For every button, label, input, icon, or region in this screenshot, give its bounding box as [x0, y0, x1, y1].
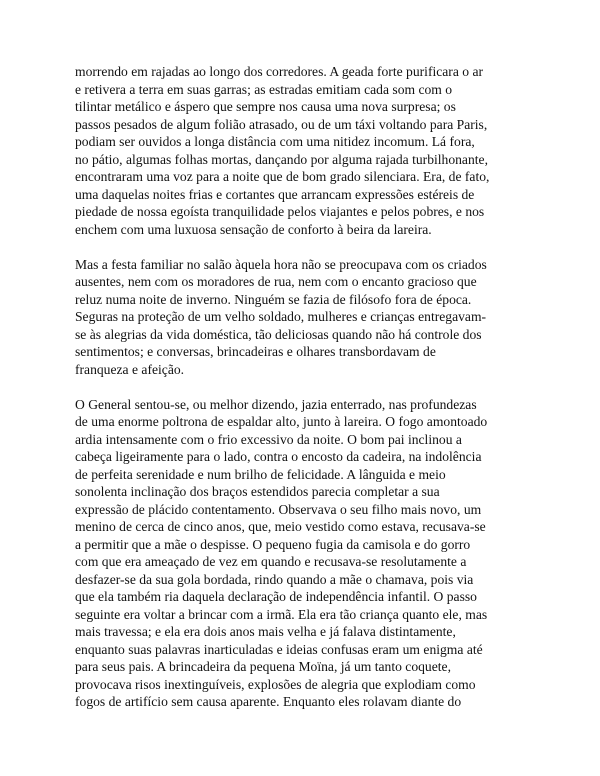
- text-line: sentimentos; e conversas, brincadeiras e olhares transbordavam de: [75, 344, 436, 359]
- text-line: passos pesados de algum folião atrasado, ou de um táxi voltando para Paris,: [75, 116, 488, 132]
- text-line: tilintar metálico e áspero que sempre nos causa uma nova surpresa; os: [75, 99, 456, 114]
- text-line: encontraram uma voz para a noite que de bom grado silenciara. Era, de fato,: [75, 169, 490, 184]
- text-line: piedade de nossa egoísta tranquilidade pelos viajantes e pelos pobres, e nos: [75, 204, 485, 219]
- text-line: expressão de plácido contentamento. Observava o seu filho mais novo, um: [75, 501, 482, 517]
- text-line: enchem com uma luxuosa sensação de conforto à beira da lareira.: [75, 221, 432, 237]
- text-line: Seguras na proteção de um velho soldado, mulheres e crianças entregavam-: [75, 309, 487, 324]
- text-line: sonolenta inclinação dos braços estendidos parecia completar a sua: [75, 484, 440, 499]
- text-line: uma daquelas noites frias e cortantes que arrancam expressões estéreis de: [75, 186, 475, 202]
- text-line: com que era ameaçado de vez em quando e recusava-se resolutamente a: [75, 554, 467, 569]
- body-text: [75, 63, 535, 728]
- text-line: seguinte era voltar a brincar com a irmã. Ela era tão criança quanto ele, mas: [75, 606, 488, 622]
- text-line: fogos de artifício sem causa aparente. Enquanto eles rolavam diante do: [75, 694, 462, 709]
- text-line: Mas a festa familiar no salão àquela hora não se preocupava com os criados: [75, 256, 487, 272]
- paragraph-3: [75, 396, 535, 711]
- text-line: de perfeita serenidade e num brilho de felicidade. A lânguida e meio: [75, 466, 446, 482]
- text-line: enquanto suas palavras inarticuladas e ideias confusas eram um enigma até: [75, 641, 483, 657]
- text-line: reluz numa noite de inverno. Ninguém se fazia de filósofo fora de época.: [75, 291, 472, 307]
- text-line: morrendo em rajadas ao longo dos corredores. A geada forte purificara o ar: [75, 64, 484, 79]
- text-line: provocava risos inextinguíveis, explosões de alegria que explodiam como: [75, 676, 476, 692]
- text-line: franqueza e afeição.: [75, 361, 185, 377]
- text-line: ardia intensamente com o frio excessivo da noite. O bom pai inclinou a: [75, 431, 462, 447]
- text-line: se às alegrias da vida doméstica, tão deliciosas quando não há controle dos: [75, 326, 482, 342]
- paragraph-2: [75, 256, 535, 379]
- text-line: que ela também ria daquela declaração de independência infantil. O passo: [75, 589, 477, 604]
- text-line: O General sentou-se, ou melhor dizendo, jazia enterrado, nas profundezas: [75, 396, 477, 412]
- text-line: desfazer-se da sua gola bordada, rindo quando a mãe o chamava, pois via: [75, 571, 474, 587]
- paragraph-1: [75, 63, 535, 238]
- text-line: a permitir que a mãe o despisse. O pequeno fugia da camisola e do gorro: [75, 536, 471, 552]
- text-line: menino de cerca de cinco anos, que, meio vestido como estava, recusava-se: [75, 519, 486, 534]
- text-line: no pátio, algumas folhas mortas, dançando por alguma rajada turbilhonante,: [75, 151, 488, 167]
- text-line: para seus pais. A brincadeira da pequena Moïna, já um tanto coquete,: [75, 659, 451, 674]
- text-line: e retivera a terra em suas garras; as estradas emitiam cada som com o: [75, 81, 453, 97]
- text-line: ausentes, nem com os moradores de rua, nem com o encanto gracioso que: [75, 274, 477, 289]
- text-line: de uma enorme poltrona de espaldar alto, junto à lareira. O fogo amontoado: [75, 414, 488, 429]
- text-line: mais travessa; e ela era dois anos mais velha e já falava distintamente,: [75, 624, 456, 639]
- text-line: podiam ser ouvidos a longa distância com uma nitidez incomum. Lá fora,: [75, 134, 475, 149]
- text-line: cabeça ligeiramente para o lado, contra o encosto da cadeira, na indolência: [75, 449, 482, 464]
